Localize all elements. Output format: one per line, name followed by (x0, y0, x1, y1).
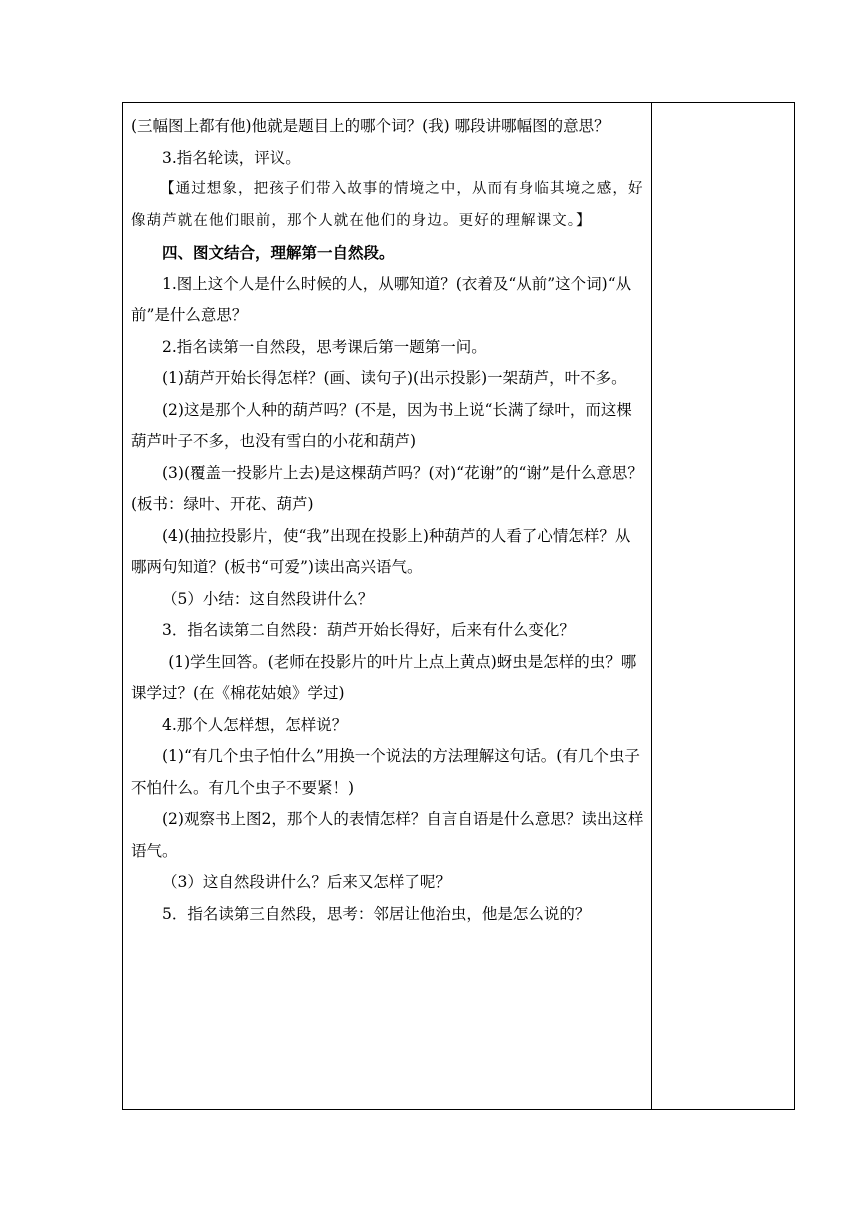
paragraph: (2)观察书上图2，那个人的表情怎样？自言自语是什么意思？读出这样语气。 (131, 810, 644, 860)
paragraph: 5．指名读第三自然段，思考：邻居让他治虫，他是怎么说的？ (162, 904, 591, 923)
paragraph: (3)(覆盖一投影片上去)是这棵葫芦吗？(对)“花谢”的“谢”是什么意思？(板书：绿叶、开花、葫芦) (131, 463, 643, 513)
section-heading: 四、图文结合，理解第一自然段。 (162, 243, 395, 262)
paragraph: (4)(抽拉投影片，使“我”出现在投影上)种葫芦的人看了心情怎样？从哪两句知道？(板书“可爱”)读出高兴语气。 (131, 526, 631, 576)
column-divider (651, 103, 652, 1109)
paragraph: (2)这是那个人种的葫芦吗？(不是，因为书上说“长满了绿叶，而这棵葫芦叶子不多，也没有雪白的小花和葫芦) (131, 400, 632, 450)
teaching-note: 【通过想象，把孩子们带入故事的情境之中，从而有身临其境之感，好像葫芦就在他们眼前，那个人就在他们的身边。更好的理解课文。】 (131, 181, 644, 229)
paragraph: （5）小结：这自然段讲什么？ (162, 589, 374, 608)
paragraph: 2.指名读第一自然段，思考课后第一题第一问。 (162, 337, 487, 356)
paragraph: 3.指名轮读，评议。 (162, 148, 301, 167)
lesson-content (131, 111, 645, 930)
paragraph: (1)学生回答。(老师在投影片的叶片上点上黄点)蚜虫是怎样的虫？哪课学过？(在《棉花姑娘》学过) (131, 652, 637, 702)
paragraph: 3．指名读第二自然段：葫芦开始长得好，后来有什么变化？ (162, 621, 575, 639)
paragraph: (三幅图上都有他)他就是题目上的哪个词？(我) 哪段讲哪幅图的意思？ (131, 117, 610, 135)
paragraph: 4.那个人怎样想，怎样说？ (162, 715, 348, 734)
paragraph: 1.图上这个人是什么时候的人，从哪知道？(衣着及“从前”这个词)“从前”是什么意思？ (131, 274, 632, 324)
lesson-table (122, 102, 795, 1110)
paragraph: （3）这自然段讲什么？后来又怎样了呢？ (162, 873, 451, 891)
paragraph: (1)葫芦开始长得怎样？(画、读句子)(出示投影)一架葫芦，叶不多。 (162, 369, 627, 387)
paragraph: (1)“有几个虫子怕什么”用换一个说法的方法理解这句话。(有几个虫子不怕什么。有几个虫子不要紧！) (131, 747, 640, 797)
